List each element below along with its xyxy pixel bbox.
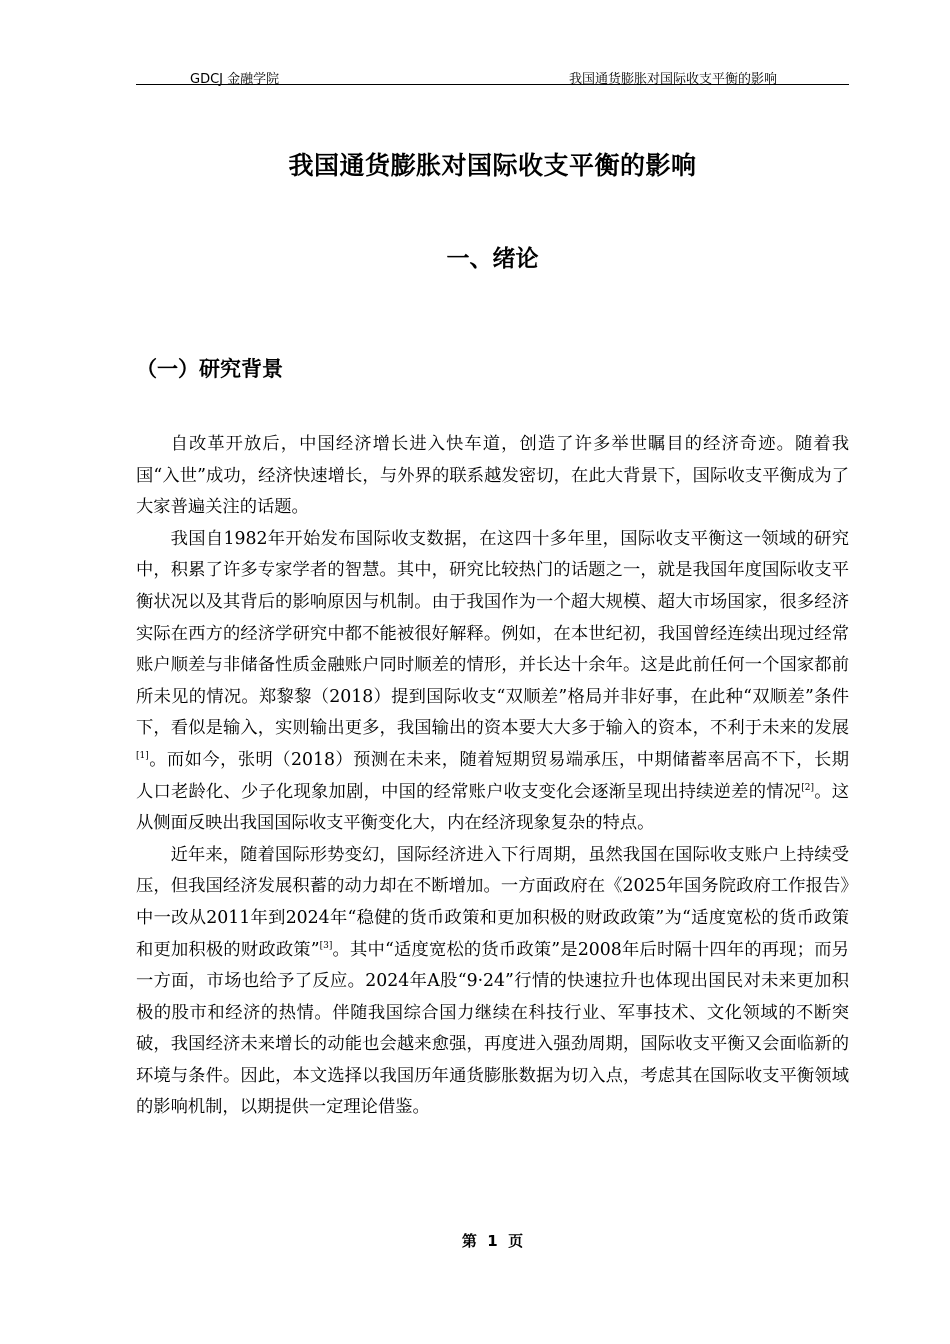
paragraph-2-text-c: 。这从侧面反映出我国国际收支平衡变化大，内在经济现象复杂的特点。 (136, 781, 849, 834)
citation-2: [2] (801, 782, 814, 793)
paragraph-1-text: 自改革开放后，中国经济增长进入快车道，创造了许多举世瞩目的经济奇迹。随着我国“入世”成功，经济快速增长，与外界的联系越发密切，在此大背景下，国际收支平衡成为了大家普遍关注的话题。 (136, 434, 849, 518)
running-header-left: GDCJ 金融学院 (190, 72, 280, 87)
header-divider (136, 84, 849, 85)
citation-3: [3] (319, 940, 333, 951)
body-text (136, 429, 849, 1124)
paragraph-2-text-b: 。而如今，张明（2018）预测在未来，随着短期贸易端承压，中期储蓄率居高不下，长期人口老龄化、少子化现象加剧，中国的经常账户收支变化会逐渐呈现出持续逆差的情况 (136, 749, 849, 802)
paragraph-2 (136, 524, 849, 840)
paragraph-2-text-a: 我国自1982年开始发布国际收支数据，在这四十多年里，国际收支平衡这一领域的研究中，积累了许多专家学者的智慧。其中，研究比较热门的话题之一，就是我国年度国际收支平衡状况以及其背后的影响原因与机制。由于我国作为一个超大规模、超大市场国家，很多经济实际在西方的经济学研究中都不能被很好解释。例如，在本世纪初，我国曾经连续出现过经常账户顺差与非储备性质金融账户同时顺差的情形，并长达十余年。这是此前任何一个国家都前所未见的情况。郑黎黎（2018）提到国际收支“双顺差”格局并非好事，在此种“双顺差”条件下，看似是输入，实则输出更多，我国输出的资本要大大多于输入的资本，不利于未来的发展 (136, 528, 849, 739)
paragraph-3-text-a: 近年来，随着国际形势变幻，国际经济进入下行周期，虽然我国在国际收支账户上持续受压，但我国经济发展积蓄的动力却在不断增加。一方面政府在《2025年国务院政府工作报告》中一改从2011年到2024年“稳健的货币政策和更加积极的财政政策”为“适度宽松的货币政策和更加积极的财政政策” (136, 844, 849, 960)
section-heading: 一、绪论 (446, 246, 539, 272)
subsection-heading: （一）研究背景 (136, 357, 283, 381)
paragraph-3-text-b: 。其中“适度宽松的货币政策”是2008年后时隔十四年的再现；而另一方面，市场也给予了反应。2024年A股“9·24”行情的快速拉升也体现出国民对未来更加积极的股市和经济的热情。伴随我国综合国力继续在科技行业、军事技术、文化领域的不断突破，我国经济未来增长的动能也会越来愈强，再度进入强劲周期，国际收支平衡又会面临新的环境与条件。因此，本文选择以我国历年通货膨胀数据为切入点，考虑其在国际收支平衡领域的影响机制，以期提供一定理论借鉴。 (136, 939, 849, 1118)
paragraph-3 (136, 840, 849, 1124)
document-title: 我国通货膨胀对国际收支平衡的影响 (288, 151, 697, 180)
citation-1: [1] (136, 750, 149, 761)
paragraph-1 (136, 429, 849, 524)
page-number: 第 1 页 (461, 1232, 524, 1250)
running-header-right: 我国通货膨胀对国际收支平衡的影响 (569, 72, 778, 87)
